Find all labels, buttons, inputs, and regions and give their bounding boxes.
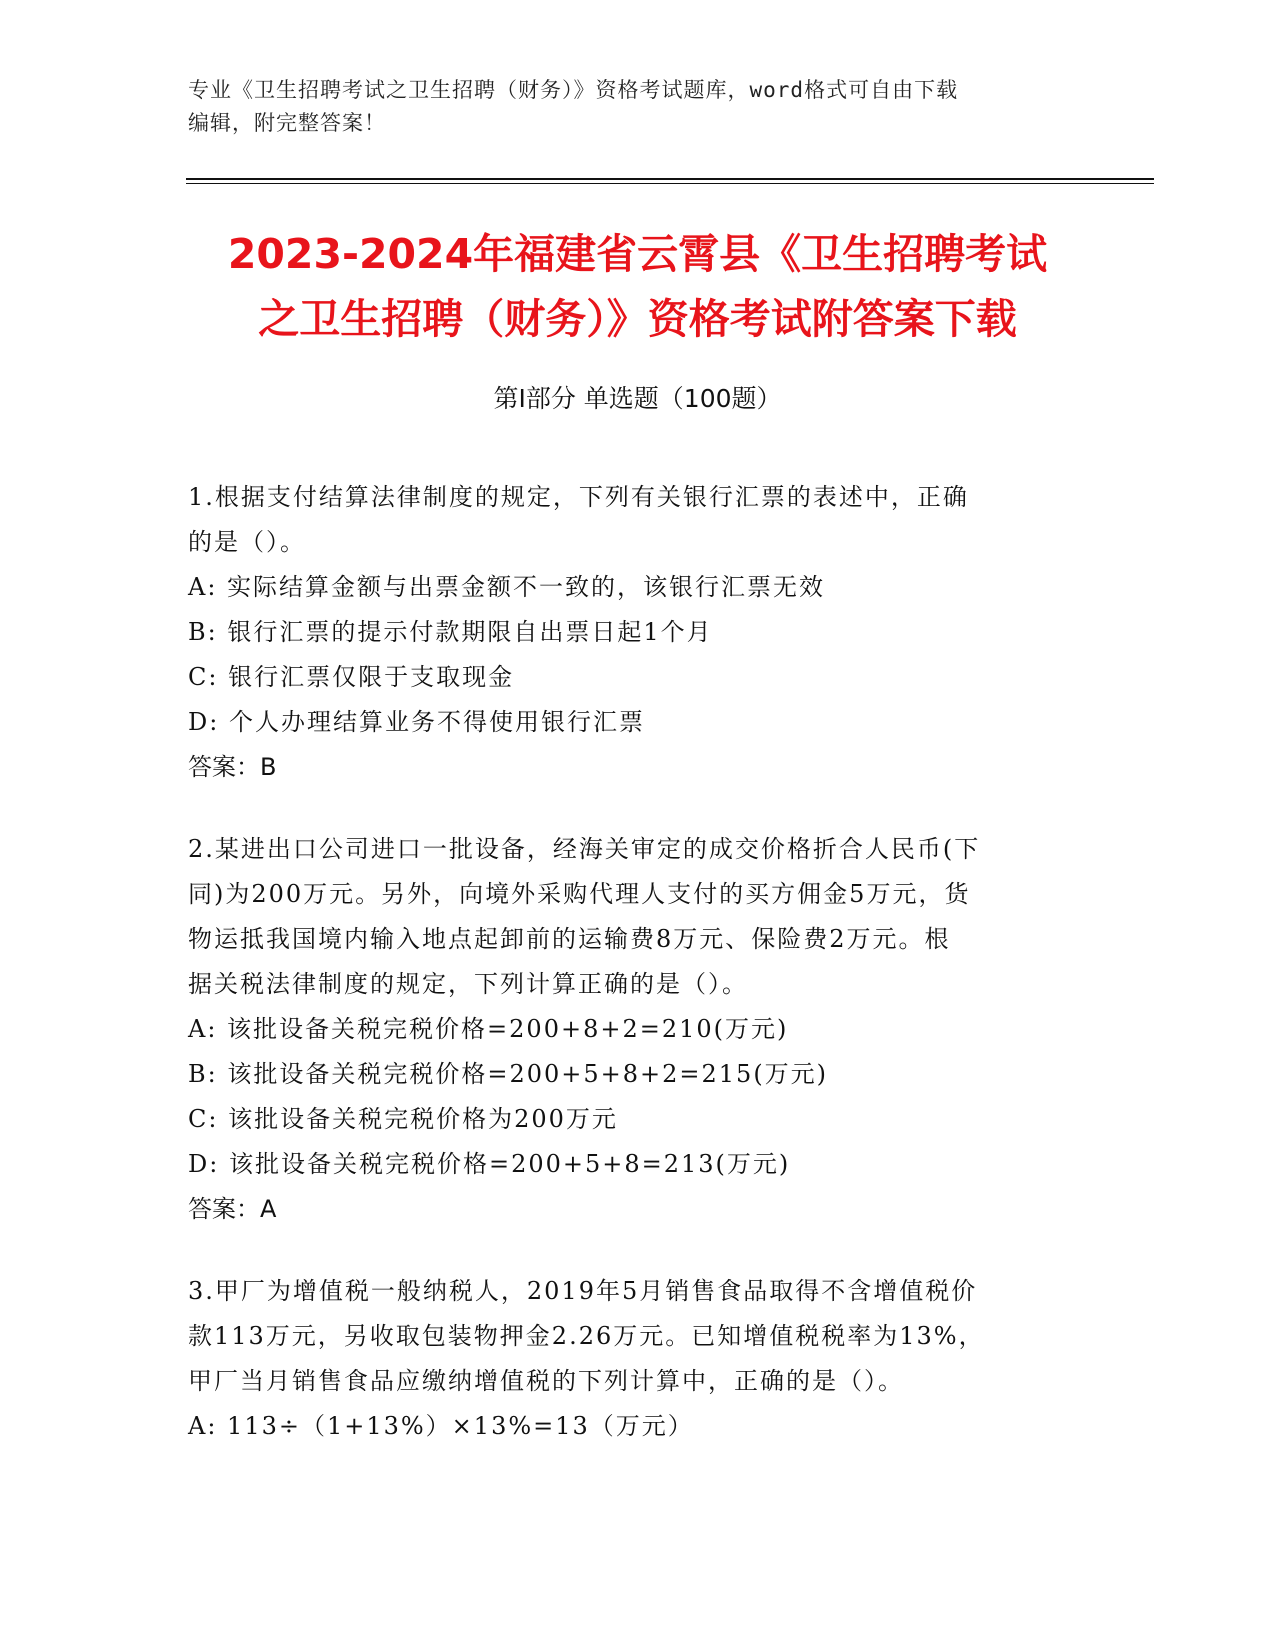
option-d: D: 个人办理结算业务不得使用银行汇票 (188, 708, 645, 736)
header-note (188, 74, 1068, 140)
question-stem-line: 款113万元，另收取包装物押金2.26万元。已知增值税税率为13%， (188, 1322, 985, 1350)
option-c: C: 银行汇票仅限于支取现金 (188, 663, 515, 691)
question-stem-line: 2.某进出口公司进口一批设备，经海关审定的成交价格折合人民币(下 (188, 835, 981, 863)
option-a: A: 该批设备关税完税价格=200+8+2=210(万元) (188, 1015, 789, 1043)
document-title-line-1: 2023-2024年福建省云霄县《卫生招聘考试 (227, 230, 1048, 278)
option-c: C: 该批设备关税完税价格为200万元 (188, 1105, 618, 1133)
section-title: 第Ⅰ部分 单选题（100题） (493, 384, 782, 413)
question-stem-line: 物运抵我国境内输入地点起卸前的运输费8万元、保险费2万元。根 (188, 925, 951, 953)
option-d: D: 该批设备关税完税价格=200+5+8=213(万元) (188, 1150, 791, 1178)
document-title-line-2: 之卫生招聘（财务）》资格考试附答案下载 (258, 295, 1017, 343)
answer: 答案：A (188, 1195, 277, 1223)
question-stem-line: 1.根据支付结算法律制度的规定，下列有关银行汇票的表述中，正确 (188, 483, 969, 511)
question-stem-line: 3.甲厂为增值税一般纳税人，2019年5月销售食品取得不含增值税价 (188, 1277, 978, 1305)
option-b: B: 该批设备关税完税价格=200+5+8+2=215(万元) (188, 1060, 829, 1088)
question-stem-line: 的是（）。 (188, 528, 306, 556)
header-rule-thick (186, 178, 1154, 180)
question-3 (188, 1269, 1068, 1449)
option-a: A: 113÷（1+13%）×13%=13（万元） (188, 1412, 694, 1440)
header-rule-thin (186, 183, 1154, 184)
question-stem-line: 同)为200万元。另外，向境外采购代理人支付的买方佣金5万元，货 (188, 880, 971, 908)
question-stem-line: 甲厂当月销售食品应缴纳增值税的下列计算中，正确的是（）。 (188, 1367, 904, 1395)
question-1 (188, 475, 1068, 790)
answer: 答案：B (188, 753, 277, 781)
question-stem-line: 据关税法律制度的规定，下列计算正确的是（）。 (188, 970, 748, 998)
header-note-line-2: 编辑，附完整答案！ (188, 111, 386, 135)
question-2 (188, 827, 1068, 1232)
option-b: B: 银行汇票的提示付款期限自出票日起1个月 (188, 618, 713, 646)
document-title (120, 222, 1155, 352)
option-a: A: 实际结算金额与出票金额不一致的，该银行汇票无效 (188, 573, 826, 601)
header-note-line-1: 专业《卫生招聘考试之卫生招聘（财务）》资格考试题库，word格式可自由下载 (188, 78, 959, 102)
question-list (188, 475, 1068, 1486)
